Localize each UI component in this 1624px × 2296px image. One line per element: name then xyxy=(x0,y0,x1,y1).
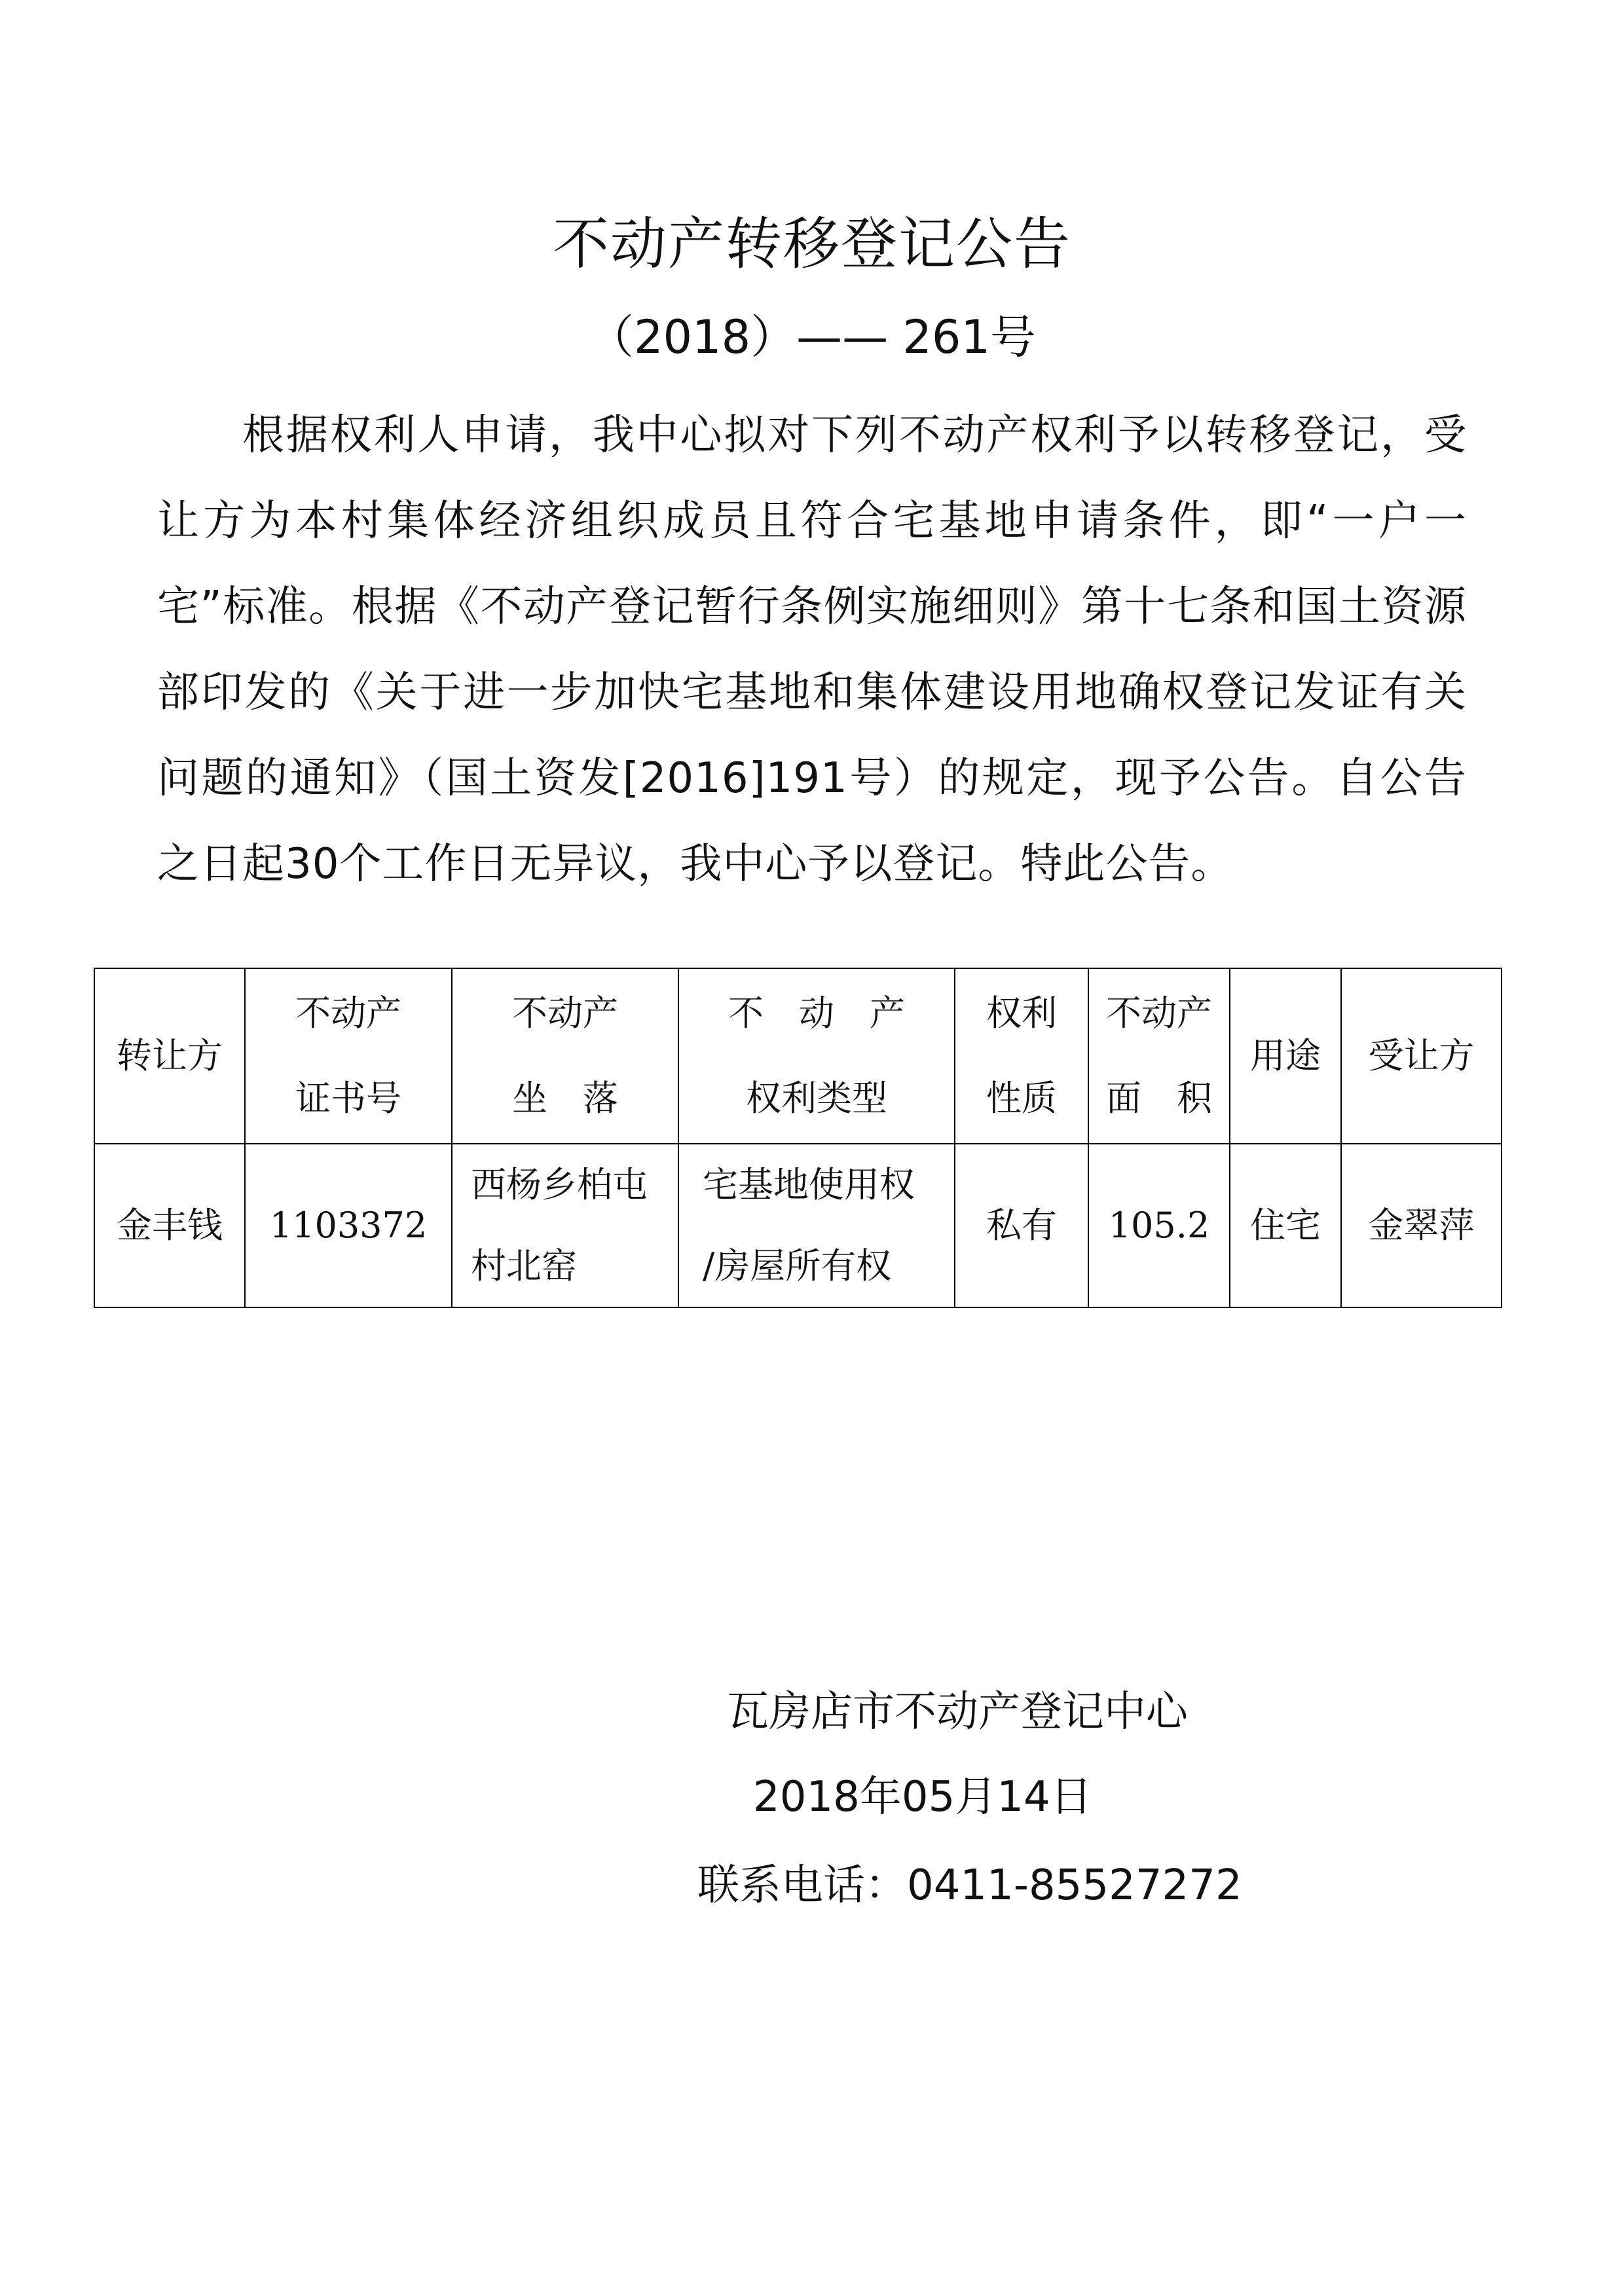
header-cell: 不动产 坐 落 xyxy=(452,968,678,1144)
table-cell: 金翠萍 xyxy=(1341,1144,1502,1307)
table-cell: 1103372 xyxy=(245,1144,452,1307)
issue-date: 2018年05月14日 xyxy=(753,1773,1092,1821)
contact-phone: 联系电话：0411-85527272 xyxy=(697,1861,1242,1910)
table-cell: 105.2 xyxy=(1088,1144,1230,1307)
property-table xyxy=(94,968,1502,1308)
header-cell: 不动产 面 积 xyxy=(1088,968,1230,1144)
table-cell: 私有 xyxy=(955,1144,1088,1307)
table-header-row xyxy=(94,968,1502,1144)
header-cell: 转让方 xyxy=(94,968,245,1144)
header-cell: 受让方 xyxy=(1341,968,1502,1144)
header-cell: 权利 性质 xyxy=(955,968,1088,1144)
table-cell: 住宅 xyxy=(1230,1144,1341,1307)
notice-title: 不动产转移登记公告 xyxy=(553,211,1071,277)
header-cell: 不动产 证书号 xyxy=(245,968,452,1144)
header-cell: 不 动 产 权利类型 xyxy=(678,968,955,1144)
header-cell: 用途 xyxy=(1230,968,1341,1144)
issuing-organization: 瓦房店市不动产登记中心 xyxy=(727,1688,1188,1736)
notice-number: （2018）—— 261号 xyxy=(587,310,1036,364)
table-cell: 西杨乡柏屯 村北窑 xyxy=(452,1144,678,1307)
table-row xyxy=(94,1144,1502,1307)
notice-body: 根据权利人申请，我中心拟对下列不动产权利予以转移登记，受让方为本村集体经济组织成员且符合宅基地申请条件，即“一户一宅”标准。根据《不动产登记暂行条例实施细则》第十七条和国土资源部印发的《关于进一步加快宅基地和集体建设用地确权登记发证有关问题的通知》（国土资发[2016]191号）的规定，现予公告。自公告之日起30个工作日无异议，我中心予以登记。特此公告。 xyxy=(157,411,1467,888)
table-cell: 宅基地使用权 /房屋所有权 xyxy=(678,1144,955,1307)
table-cell: 金丰钱 xyxy=(94,1144,245,1307)
